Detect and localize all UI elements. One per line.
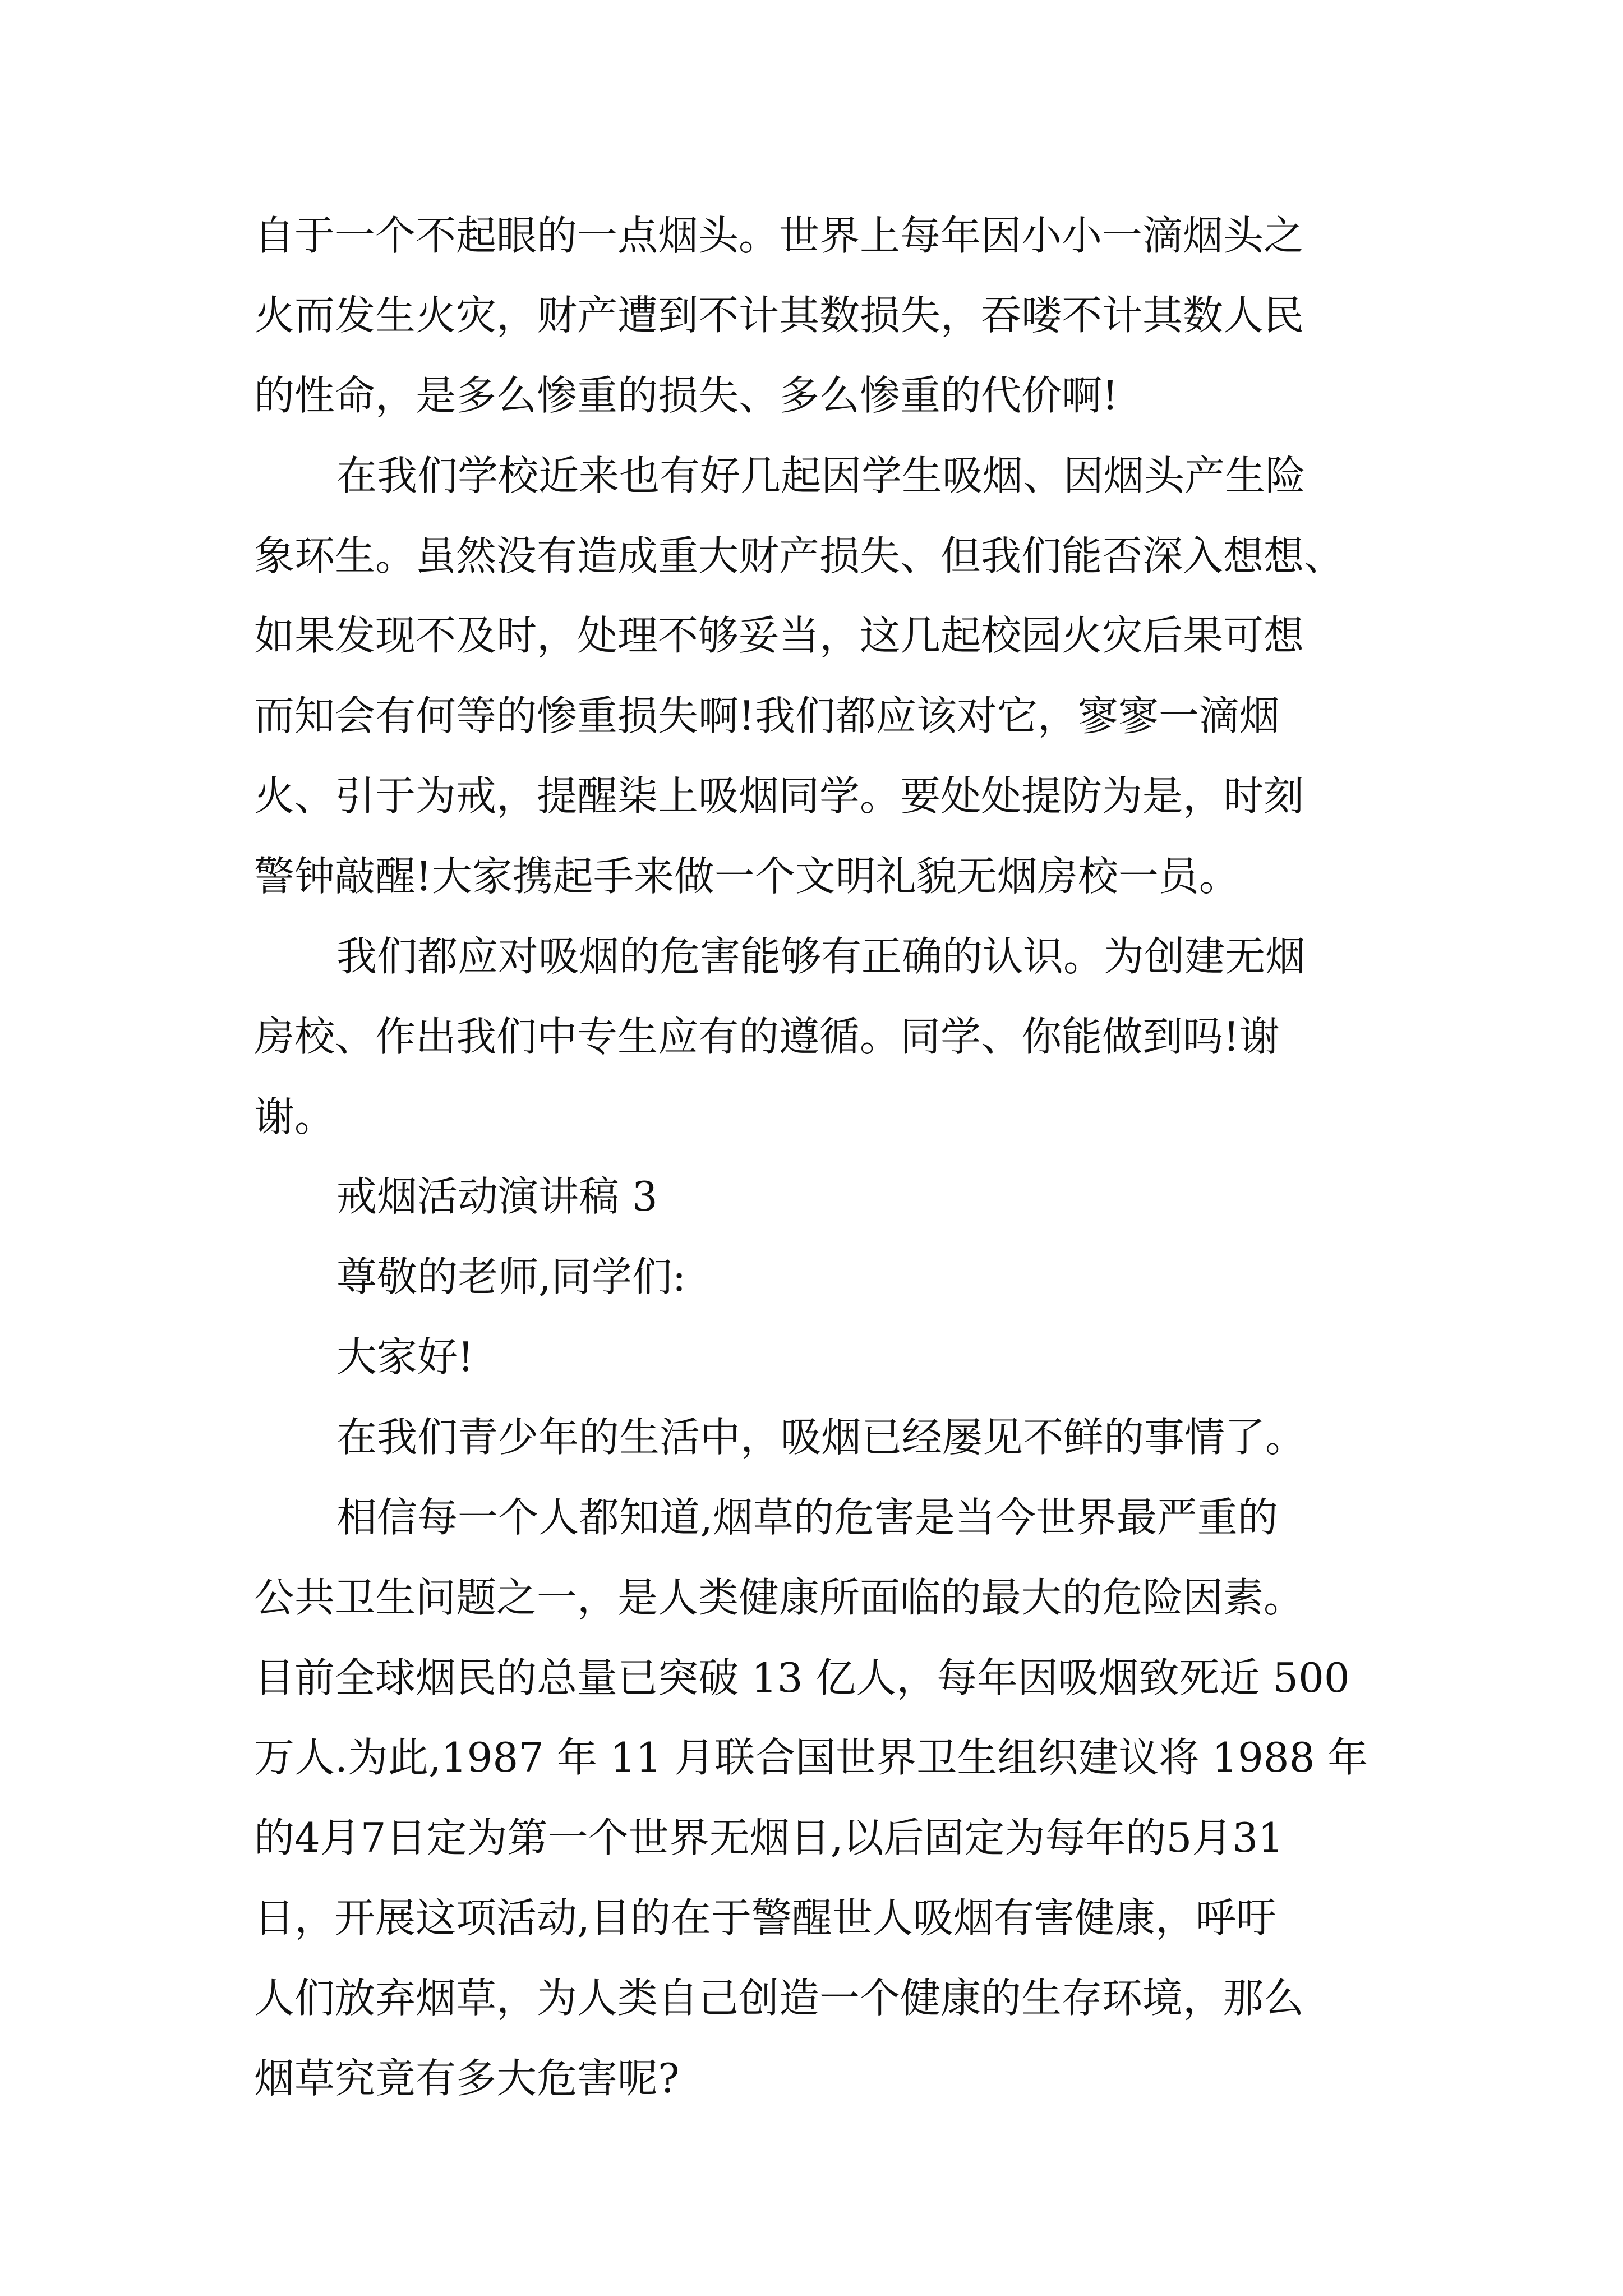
paragraph-line: 自于一个不起眼的一点烟头。世界上每年因小小一滴烟头之	[254, 212, 1304, 259]
section-heading: 戒烟活动演讲稿 3	[336, 1173, 658, 1220]
greeting: 大家好!	[336, 1333, 474, 1381]
paragraph-line: 如果发现不及时，处理不够妥当，这几起校园火灾后果可想	[254, 612, 1304, 659]
paragraph-line: 烟草究竟有多大危害呢?	[254, 2055, 680, 2102]
paragraph-line: 象环生。虽然没有造成重大财产损失、但我们能否深入想想、	[254, 532, 1345, 579]
paragraph-line: 我们都应对吸烟的危害能够有正确的认识。为创建无烟	[336, 933, 1306, 980]
paragraph-line: 人们放弃烟草，为人类自己创造一个健康的生存环境，那么	[254, 1975, 1304, 2022]
paragraph-line: 房校、作出我们中专生应有的遵循。同学、你能做到吗!谢	[254, 1013, 1280, 1060]
paragraph-line: 相信每一个人都知道,烟草的危害是当今世界最严重的	[336, 1494, 1278, 1541]
salutation: 尊敬的老师,同学们:	[336, 1253, 686, 1300]
paragraph-line: 目前全球烟民的总量已突破 13 亿人，每年因吸烟致死近 500	[254, 1654, 1350, 1701]
paragraph-line: 的4月7日定为第一个世界无烟日,以后固定为每年的5月31	[254, 1814, 1284, 1861]
paragraph-line: 警钟敲醒!大家携起手来做一个文明礼貌无烟房校一员。	[254, 853, 1239, 900]
paragraph-line: 火而发生火灾，财产遭到不计其数损失，吞喽不计其数人民	[254, 292, 1304, 339]
paragraph-line: 火、引于为戒，提醒柒上吸烟同学。要处处提防为是，时刻	[254, 772, 1304, 820]
paragraph-line: 谢。	[254, 1093, 335, 1140]
paragraph-line: 而知会有何等的惨重损失啊!我们都应该对它，寥寥一滴烟	[254, 692, 1280, 739]
paragraph-line: 公共卫生问题之一，是人类健康所面临的最大的危险因素。	[254, 1574, 1304, 1621]
paragraph-line: 在我们青少年的生活中，吸烟已经屡见不鲜的事情了。	[336, 1414, 1306, 1461]
paragraph-line: 万人.为此,1987 年 11 月联合国世界卫生组织建议将 1988 年	[254, 1734, 1368, 1781]
paragraph-line: 的性命，是多么惨重的损失、多么惨重的代价啊!	[254, 372, 1118, 419]
paragraph-line: 在我们学校近来也有好几起因学生吸烟、因烟头产生险	[336, 452, 1306, 499]
paragraph-line: 日，开展这项活动,目的在于警醒世人吸烟有害健康，呼吁	[254, 1894, 1276, 1941]
